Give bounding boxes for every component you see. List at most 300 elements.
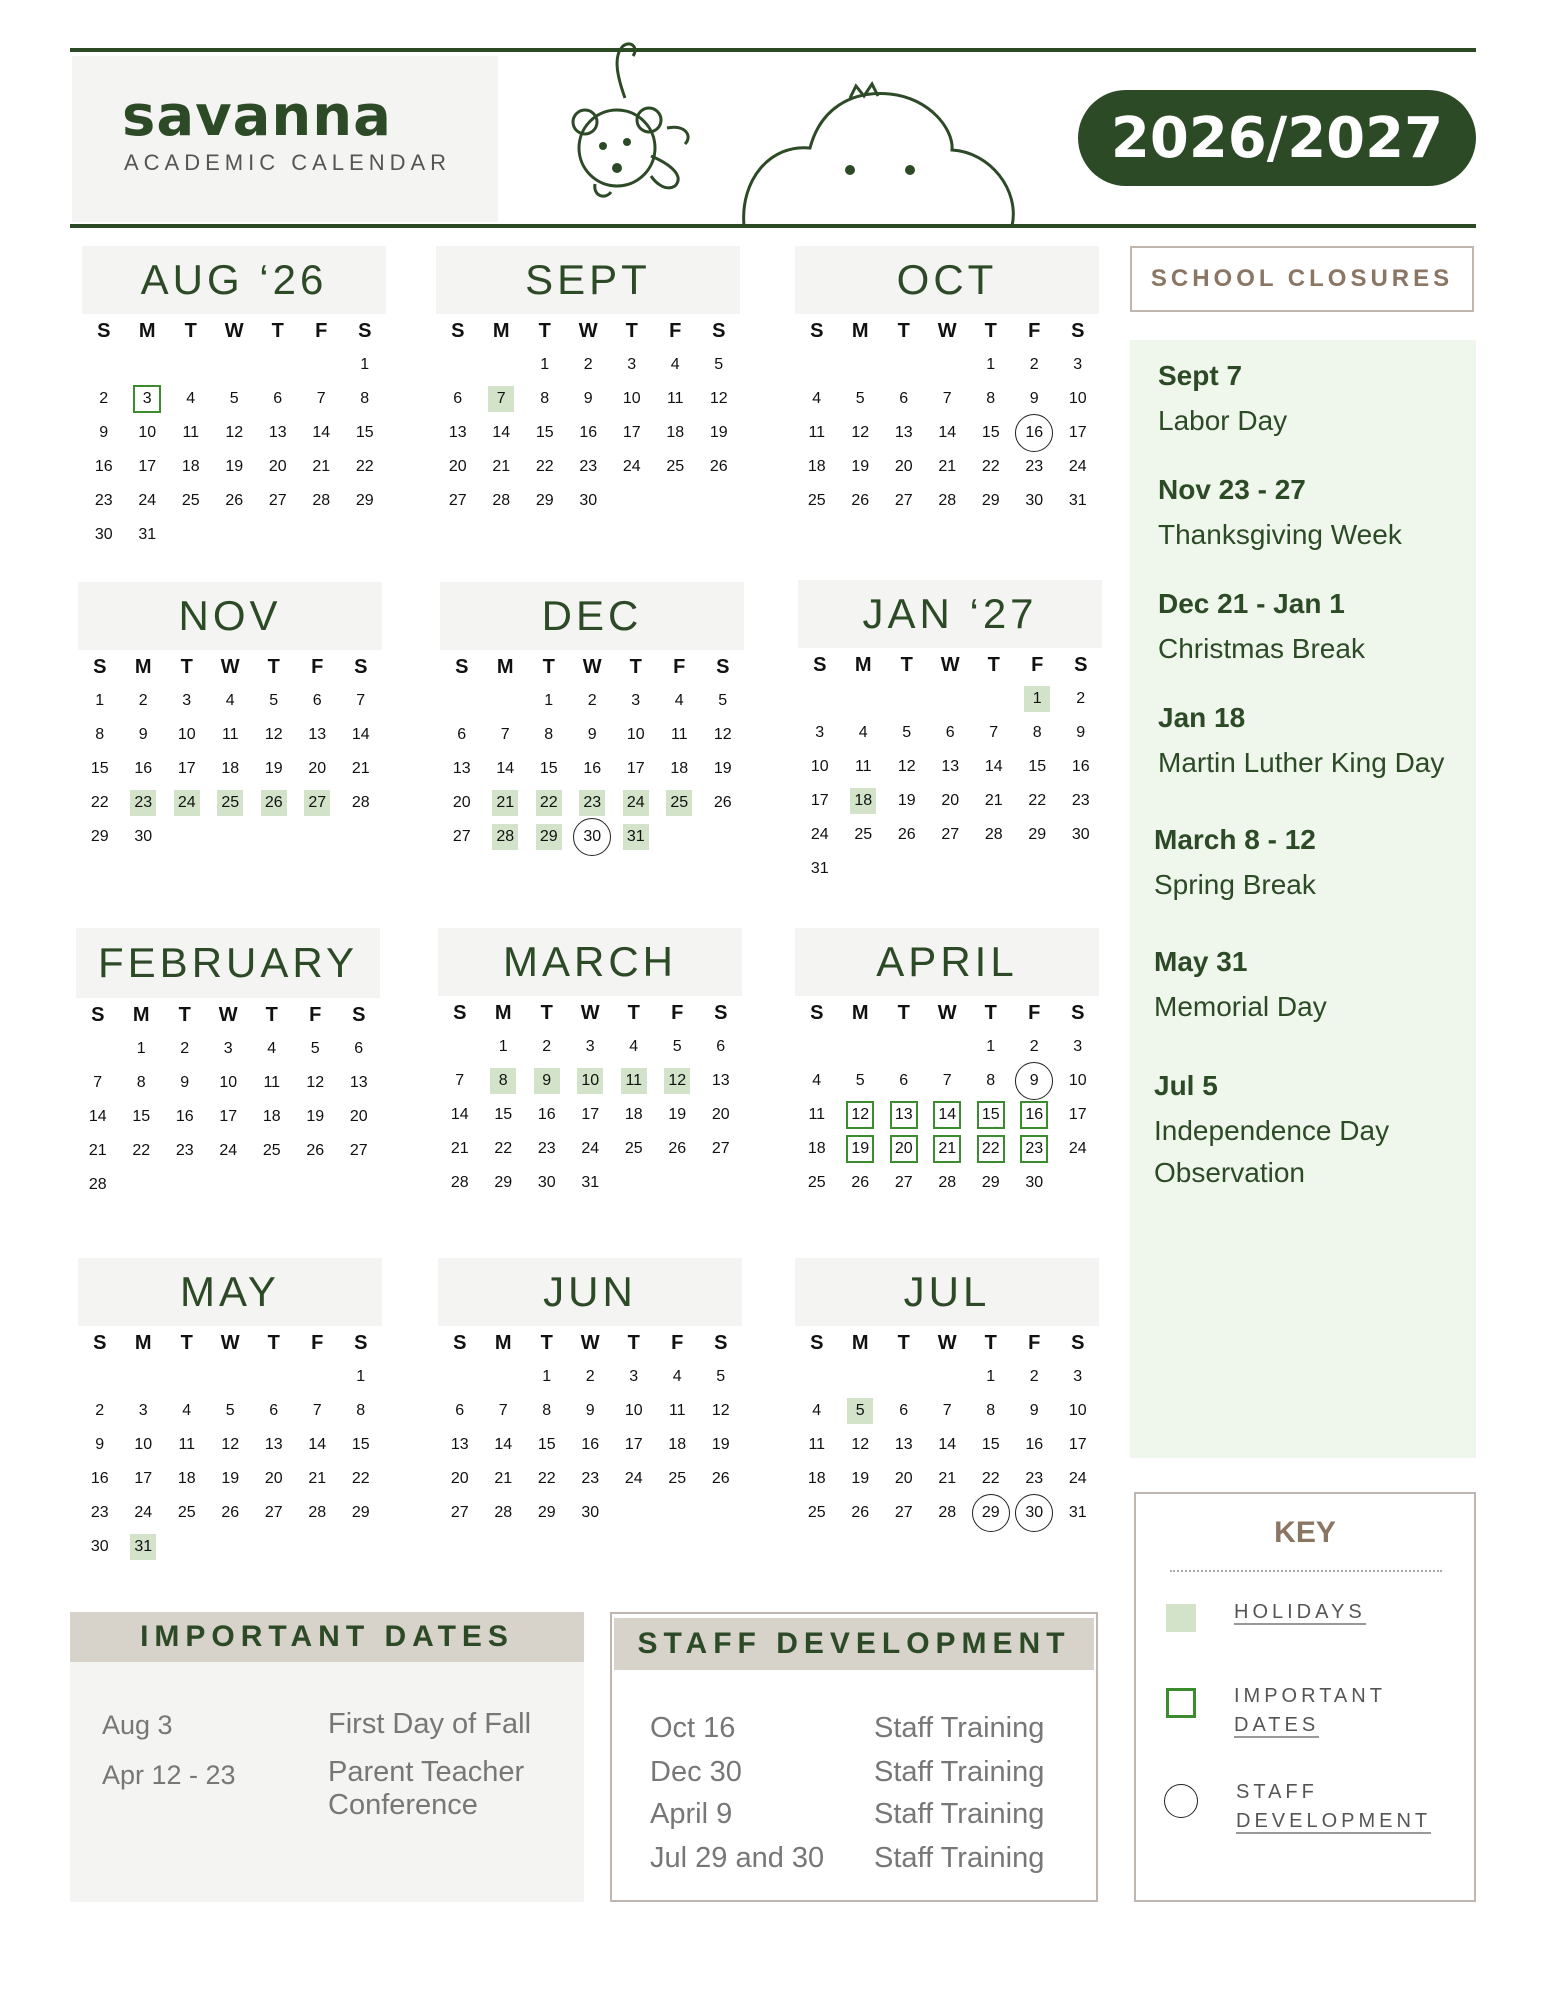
day-number: 12 xyxy=(306,1074,325,1091)
calendar-day xyxy=(484,752,528,786)
weekday-header: T xyxy=(267,1332,280,1354)
calendar-day xyxy=(482,1030,526,1064)
calendar-day xyxy=(169,382,213,416)
day-number: 13 xyxy=(894,1436,913,1453)
weekday-header: S xyxy=(354,656,368,678)
calendar-day xyxy=(926,1394,970,1428)
day-number: 26 xyxy=(851,1504,870,1521)
calendar-day xyxy=(926,416,970,450)
weekday-header: T xyxy=(540,1002,553,1024)
calendar-day xyxy=(656,1098,700,1132)
month-sept xyxy=(436,246,740,518)
empty-day xyxy=(256,348,300,382)
calendar-subtitle: ACADEMIC CALENDAR xyxy=(124,150,452,175)
day-number: 25 xyxy=(668,1470,687,1487)
monkey-illustration xyxy=(555,36,715,206)
calendar-day xyxy=(882,1098,926,1132)
month-grid xyxy=(798,648,1102,886)
empty-day xyxy=(885,682,929,716)
calendar-day xyxy=(969,416,1013,450)
calendar-day xyxy=(339,1428,383,1462)
calendar-day xyxy=(252,1496,296,1530)
legend-staff-label xyxy=(1236,1778,1431,1836)
calendar-day xyxy=(697,416,741,450)
calendar-day xyxy=(337,1134,381,1168)
day-number: 2 xyxy=(138,692,148,709)
calendar-day xyxy=(527,718,571,752)
weekday-header: W xyxy=(580,1332,600,1354)
calendar-day xyxy=(1056,1394,1100,1428)
day-number: 9 xyxy=(1029,390,1039,407)
day-number: 28 xyxy=(494,1504,513,1521)
calendar-day xyxy=(296,1496,340,1530)
calendar-day xyxy=(1013,348,1057,382)
calendar-day xyxy=(122,752,166,786)
calendar-day xyxy=(658,786,702,820)
day-number: 18 xyxy=(807,1470,826,1487)
day-number: 22 xyxy=(132,1142,151,1159)
day-number: 7 xyxy=(498,1402,508,1419)
calendar-day xyxy=(484,718,528,752)
day-number: 9 xyxy=(585,1402,595,1419)
weekday-header: F xyxy=(309,1004,322,1026)
empty-day xyxy=(438,1030,482,1064)
day-number: 24 xyxy=(810,826,829,843)
closure-date: Dec 21 - Jan 1 xyxy=(1158,588,1345,619)
day-number: 3 xyxy=(138,1402,148,1419)
day-number: 12 xyxy=(713,726,732,743)
day-number: 4 xyxy=(858,724,868,741)
calendar-day xyxy=(527,684,571,718)
calendar-day xyxy=(484,820,528,854)
calendar-day xyxy=(567,382,611,416)
month-title: OCT xyxy=(795,246,1099,314)
empty-day xyxy=(926,1030,970,1064)
month-title: JUL xyxy=(795,1258,1099,1326)
day-number: 30 xyxy=(134,828,153,845)
day-number: 28 xyxy=(492,824,518,850)
calendar-day xyxy=(252,1394,296,1428)
day-number: 8 xyxy=(356,1402,366,1419)
day-number: 24 xyxy=(1068,458,1087,475)
calendar-day xyxy=(571,820,615,854)
day-number: 19 xyxy=(711,1436,730,1453)
day-number: 20 xyxy=(890,1135,918,1163)
calendar-day xyxy=(612,1064,656,1098)
day-number: 27 xyxy=(941,826,960,843)
day-number: 8 xyxy=(95,726,105,743)
month-grid xyxy=(438,996,742,1200)
day-number: 9 xyxy=(583,390,593,407)
calendar-day xyxy=(252,718,296,752)
day-number: 21 xyxy=(450,1140,469,1157)
calendar-day xyxy=(525,1064,569,1098)
calendar-day xyxy=(926,1098,970,1132)
important-dates-heading: IMPORTANT DATES xyxy=(70,1612,584,1662)
day-number: 4 xyxy=(186,390,196,407)
calendar-day xyxy=(929,818,973,852)
calendar-day xyxy=(207,1066,251,1100)
calendar-day xyxy=(300,484,344,518)
day-number: 25 xyxy=(807,492,826,509)
weekday-header: T xyxy=(267,656,280,678)
calendar-day xyxy=(839,1428,883,1462)
empty-day xyxy=(122,1360,166,1394)
day-number: 5 xyxy=(902,724,912,741)
bird-illustration xyxy=(740,80,1020,228)
calendar-day xyxy=(882,1064,926,1098)
calendar-day xyxy=(1016,818,1060,852)
calendar-day xyxy=(256,484,300,518)
calendar-day xyxy=(1056,450,1100,484)
day-number: 13 xyxy=(448,424,467,441)
day-number: 7 xyxy=(942,1402,952,1419)
day-number: 17 xyxy=(1068,1106,1087,1123)
calendar-day xyxy=(839,1462,883,1496)
day-number: 29 xyxy=(981,1174,1000,1191)
calendar-day xyxy=(969,1496,1013,1530)
calendar-day xyxy=(438,1496,482,1530)
day-number: 8 xyxy=(986,390,996,407)
day-number: 4 xyxy=(629,1038,639,1055)
day-number: 17 xyxy=(134,1470,153,1487)
weekday-header: F xyxy=(1031,654,1044,676)
day-number: 20 xyxy=(268,458,287,475)
day-number: 23 xyxy=(1071,792,1090,809)
weekday-header: S xyxy=(97,320,111,342)
day-number: 1 xyxy=(544,692,554,709)
calendar-day xyxy=(969,1428,1013,1462)
day-number: 1 xyxy=(356,1368,366,1385)
calendar-day xyxy=(610,416,654,450)
day-number: 9 xyxy=(95,1436,105,1453)
calendar-day xyxy=(1056,484,1100,518)
day-number: 15 xyxy=(355,424,374,441)
day-number: 8 xyxy=(986,1072,996,1089)
calendar-day xyxy=(169,484,213,518)
day-number: 12 xyxy=(851,424,870,441)
calendar-day xyxy=(839,1098,883,1132)
weekday-header: W xyxy=(940,654,960,676)
day-number: 25 xyxy=(666,790,692,816)
day-number: 13 xyxy=(268,424,287,441)
weekday-header: M xyxy=(134,1332,152,1354)
calendar-day xyxy=(926,450,970,484)
calendar-day xyxy=(78,1394,122,1428)
calendar-day xyxy=(656,1428,700,1462)
calendar-day xyxy=(120,1032,164,1066)
day-number: 5 xyxy=(716,1368,726,1385)
calendar-day xyxy=(296,786,340,820)
calendar-day xyxy=(337,1066,381,1100)
closure-date: Sept 7 xyxy=(1158,360,1243,391)
empty-day xyxy=(76,1032,120,1066)
day-number: 28 xyxy=(312,492,331,509)
day-number: 31 xyxy=(130,1534,156,1560)
calendar-day xyxy=(482,1132,526,1166)
calendar-day xyxy=(436,416,480,450)
calendar-day xyxy=(482,1064,526,1098)
weekday-header: F xyxy=(1028,1332,1041,1354)
calendar-day xyxy=(612,1030,656,1064)
day-number: 10 xyxy=(219,1074,238,1091)
day-number: 20 xyxy=(452,794,471,811)
day-number: 8 xyxy=(360,390,370,407)
calendar-day xyxy=(567,450,611,484)
calendar-day xyxy=(252,684,296,718)
calendar-day xyxy=(525,1166,569,1200)
calendar-day xyxy=(523,416,567,450)
month-title: NOV xyxy=(78,582,382,650)
day-number: 2 xyxy=(587,692,597,709)
calendar-day xyxy=(82,450,126,484)
calendar-day xyxy=(78,786,122,820)
calendar-day xyxy=(1013,1462,1057,1496)
calendar-day xyxy=(656,1132,700,1166)
calendar-day xyxy=(122,1462,166,1496)
calendar-day xyxy=(969,1462,1013,1496)
day-number: 18 xyxy=(668,1436,687,1453)
day-number: 25 xyxy=(177,1504,196,1521)
calendar-day xyxy=(126,382,170,416)
calendar-day xyxy=(929,750,973,784)
calendar-day xyxy=(654,416,698,450)
day-number: 21 xyxy=(933,1135,961,1163)
calendar-day xyxy=(296,752,340,786)
day-number: 11 xyxy=(178,1436,196,1453)
calendar-day xyxy=(343,416,387,450)
calendar-day xyxy=(523,484,567,518)
calendar-day xyxy=(339,718,383,752)
calendar-day xyxy=(795,1428,839,1462)
weekday-header: F xyxy=(1028,320,1041,342)
calendar-day xyxy=(440,718,484,752)
day-number: 15 xyxy=(981,1436,1000,1453)
day-number: 15 xyxy=(977,1101,1005,1129)
day-number: 23 xyxy=(90,1504,109,1521)
day-number: 12 xyxy=(221,1436,240,1453)
month-grid xyxy=(436,314,740,518)
calendar-day xyxy=(969,1030,1013,1064)
day-number: 19 xyxy=(846,1135,874,1163)
empty-day xyxy=(169,348,213,382)
day-number: 3 xyxy=(1073,1038,1083,1055)
staff-circle-icon xyxy=(1164,1784,1198,1818)
day-number: 27 xyxy=(894,1504,913,1521)
weekday-header: S xyxy=(1071,320,1085,342)
calendar-day xyxy=(614,752,658,786)
weekday-header: M xyxy=(138,320,156,342)
day-number: 9 xyxy=(587,726,597,743)
day-number: 20 xyxy=(941,792,960,809)
day-number: 12 xyxy=(897,758,916,775)
day-number: 13 xyxy=(450,1436,469,1453)
day-number: 15 xyxy=(1028,758,1047,775)
calendar-day xyxy=(701,684,745,718)
important-swatch-icon xyxy=(1166,1688,1196,1718)
weekday-header: T xyxy=(271,320,284,342)
day-number: 1 xyxy=(498,1038,508,1055)
calendar-day xyxy=(1059,784,1103,818)
day-number: 14 xyxy=(938,424,957,441)
school-closures-panel xyxy=(1130,340,1476,1458)
day-number: 6 xyxy=(899,1402,909,1419)
weekday-header: M xyxy=(494,1332,512,1354)
calendar-day xyxy=(209,718,253,752)
day-number: 19 xyxy=(306,1108,325,1125)
closure-name: Christmas Break xyxy=(1158,633,1365,664)
weekday-header: M xyxy=(854,654,872,676)
weekday-header: T xyxy=(984,320,997,342)
day-number: 11 xyxy=(808,424,826,441)
day-number: 6 xyxy=(312,692,322,709)
weekday-header: T xyxy=(265,1004,278,1026)
day-number: 26 xyxy=(711,1470,730,1487)
legend-staff-line1: STAFF xyxy=(1236,1781,1318,1803)
calendar-day xyxy=(209,1462,253,1496)
day-number: 5 xyxy=(269,692,279,709)
day-number: 14 xyxy=(984,758,1003,775)
important-event: First Day of Fall xyxy=(328,1708,532,1740)
calendar-day xyxy=(614,718,658,752)
weekday-header: S xyxy=(810,1332,824,1354)
calendar-day xyxy=(612,1428,656,1462)
day-number: 5 xyxy=(855,1072,865,1089)
weekday-header: S xyxy=(810,1002,824,1024)
day-number: 17 xyxy=(810,792,829,809)
day-number: 20 xyxy=(711,1106,730,1123)
calendar-day xyxy=(250,1066,294,1100)
day-number: 24 xyxy=(624,1470,643,1487)
empty-day xyxy=(929,682,973,716)
day-number: 24 xyxy=(219,1142,238,1159)
day-number: 3 xyxy=(1073,356,1083,373)
day-number: 5 xyxy=(847,1398,873,1424)
empty-day xyxy=(296,1360,340,1394)
day-number: 10 xyxy=(1068,1072,1087,1089)
day-number: 26 xyxy=(897,826,916,843)
calendar-day xyxy=(882,484,926,518)
calendar-day xyxy=(614,820,658,854)
day-number: 17 xyxy=(626,760,645,777)
calendar-day xyxy=(523,348,567,382)
calendar-day xyxy=(82,416,126,450)
day-number: 23 xyxy=(1020,1135,1048,1163)
calendar-day xyxy=(213,416,257,450)
calendar-day xyxy=(78,718,122,752)
closure-name: Independence Day Observation xyxy=(1154,1115,1390,1188)
weekday-header: S xyxy=(352,1004,366,1026)
day-number: 6 xyxy=(269,1402,279,1419)
important-event: Parent Teacher Conference xyxy=(328,1756,525,1821)
day-number: 20 xyxy=(894,1470,913,1487)
day-number: 2 xyxy=(1029,1368,1039,1385)
day-number: 7 xyxy=(989,724,999,741)
calendar-day xyxy=(795,382,839,416)
weekday-header: S xyxy=(93,1332,107,1354)
calendar-day xyxy=(1056,1462,1100,1496)
calendar-day xyxy=(527,752,571,786)
calendar-day xyxy=(1056,1098,1100,1132)
weekday-header: T xyxy=(542,656,555,678)
calendar-day xyxy=(213,382,257,416)
day-number: 15 xyxy=(535,424,554,441)
empty-day xyxy=(839,348,883,382)
day-number: 21 xyxy=(492,458,511,475)
top-rule xyxy=(70,48,1476,52)
day-number: 30 xyxy=(90,1538,109,1555)
weekday-header: T xyxy=(984,1002,997,1024)
calendar-day xyxy=(120,1066,164,1100)
day-number: 4 xyxy=(182,1402,192,1419)
empty-day xyxy=(795,1360,839,1394)
calendar-day xyxy=(882,1166,926,1200)
month-grid xyxy=(82,314,386,552)
legend-staff-line2: DEVELOPMENT xyxy=(1236,1810,1432,1832)
calendar-day xyxy=(207,1032,251,1066)
calendar-day xyxy=(256,416,300,450)
day-number: 1 xyxy=(986,1368,996,1385)
day-number: 15 xyxy=(539,760,558,777)
weekday-header: M xyxy=(132,1004,150,1026)
calendar-day xyxy=(440,752,484,786)
day-number: 12 xyxy=(225,424,244,441)
calendar-day xyxy=(76,1134,120,1168)
calendar-day xyxy=(482,1462,526,1496)
calendar-day xyxy=(1059,716,1103,750)
calendar-day xyxy=(525,1360,569,1394)
day-number: 29 xyxy=(1028,826,1047,843)
day-number: 18 xyxy=(221,760,240,777)
weekday-header: T xyxy=(629,656,642,678)
day-number: 20 xyxy=(450,1470,469,1487)
day-number: 24 xyxy=(1068,1140,1087,1157)
day-number: 18 xyxy=(181,458,200,475)
legend-holidays-label xyxy=(1234,1598,1366,1627)
month-jun xyxy=(438,1258,742,1530)
closure-item xyxy=(1158,588,1478,670)
month-title: JAN ‘27 xyxy=(798,580,1102,648)
empty-day xyxy=(82,348,126,382)
calendar-day xyxy=(656,1030,700,1064)
day-number: 19 xyxy=(264,760,283,777)
calendar-day xyxy=(252,752,296,786)
day-number: 30 xyxy=(1071,826,1090,843)
calendar-day xyxy=(165,786,209,820)
day-number: 13 xyxy=(941,758,960,775)
day-number: 12 xyxy=(264,726,283,743)
closure-item xyxy=(1154,1070,1454,1194)
calendar-day xyxy=(795,1496,839,1530)
day-number: 1 xyxy=(986,1038,996,1055)
day-number: 26 xyxy=(668,1140,687,1157)
calendar-day xyxy=(339,1462,383,1496)
calendar-day xyxy=(523,382,567,416)
day-number: 5 xyxy=(225,1402,235,1419)
calendar-day xyxy=(76,1168,120,1202)
day-number: 27 xyxy=(268,492,287,509)
weekday-header: F xyxy=(1028,1002,1041,1024)
calendar-day xyxy=(839,484,883,518)
weekday-header: S xyxy=(358,320,372,342)
day-number: 10 xyxy=(138,424,157,441)
day-number: 4 xyxy=(670,356,680,373)
weekday-header: S xyxy=(453,1332,467,1354)
calendar-day xyxy=(882,1496,926,1530)
day-number: 29 xyxy=(536,824,562,850)
weekday-header: W xyxy=(937,1332,957,1354)
calendar-day xyxy=(610,450,654,484)
